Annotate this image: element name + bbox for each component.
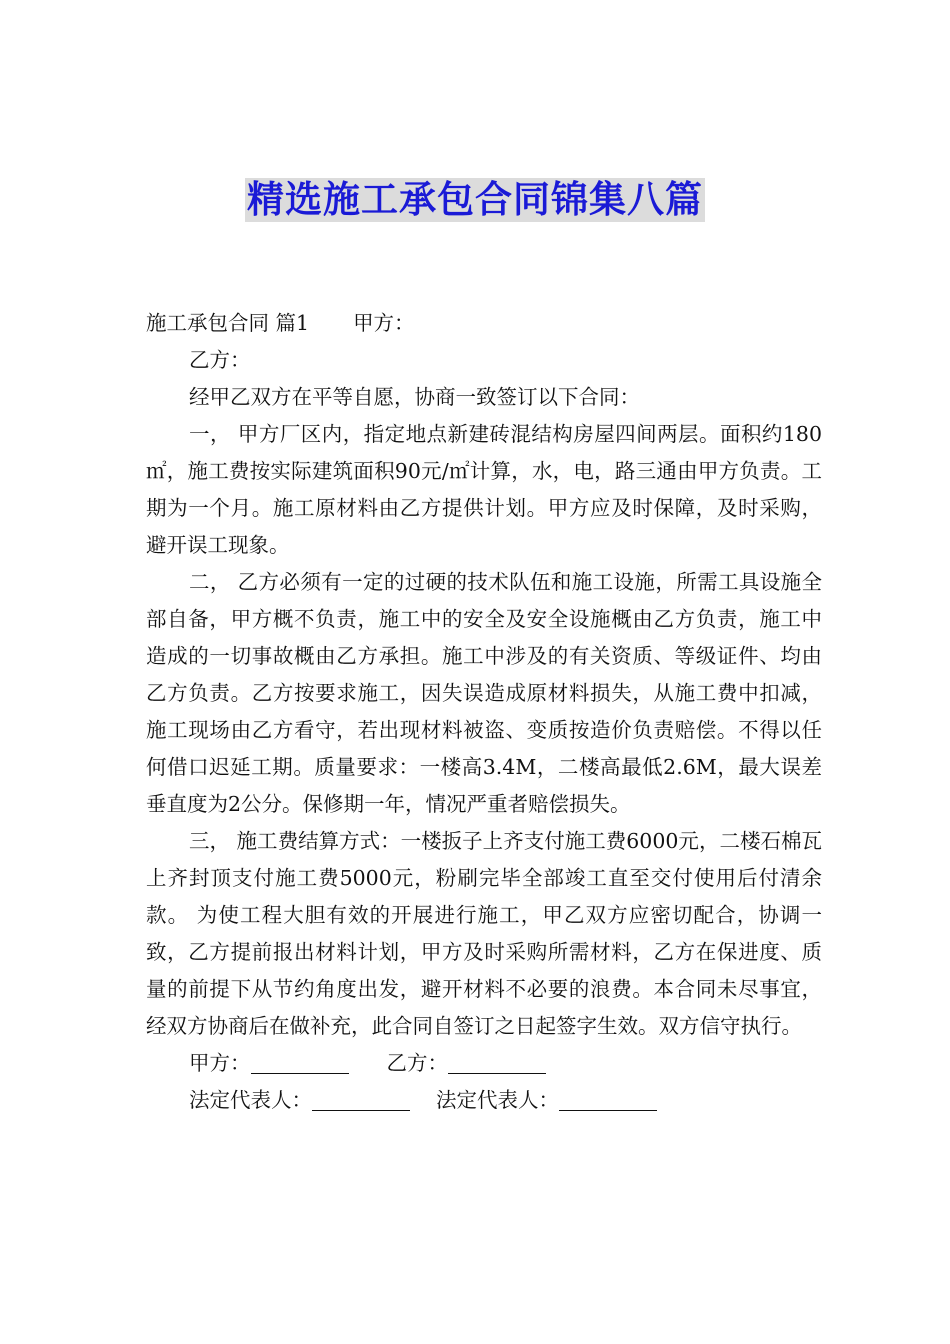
title-block (0, 178, 950, 222)
sign-rep-a-label: 法定代表人： (189, 1088, 312, 1112)
sign-rep-b-blank (559, 1086, 657, 1111)
signature-representatives (146, 1082, 822, 1119)
signature-parties (146, 1045, 822, 1082)
clause-3: 三， 施工费结算方式：一楼扳子上齐支付施工费6000元，二楼石棉瓦上齐封顶支付施工费5000元，粉刷完毕全部竣工直至交付使用后付清余款。 为使工程大胆有效的开展进行施工，甲乙双方应密切配合，协调一致，乙方提前报出材料计划，甲方及时采购所需材料，乙方在保进度、质量的前提下从节约角度出发，避开材料不必要的浪费。本合同未尽事宜，经双方协商后在做补充，此合同自签订之日起签字生效。双方信守执行。 (146, 829, 822, 1038)
section-line (146, 305, 822, 342)
document-body (146, 305, 822, 1119)
sign-party-b-label: 乙方： (386, 1051, 448, 1075)
sign-party-a-label: 甲方： (189, 1051, 251, 1075)
clause-2: 二， 乙方必须有一定的过硬的技术队伍和施工设施，所需工具设施全部自备，甲方概不负责，施工中的安全及安全设施概由乙方负责，施工中造成的一切事故概由乙方承担。施工中涉及的有关资质、等级证件、均由乙方负责。乙方按要求施工，因失误造成原材料损失，从施工费中扣减，施工现场由乙方看守，若出现材料被盗、变质按造价负责赔偿。不得以任何借口迟延工期。质量要求：一楼高3.4M，二楼高最低2.6M，最大误差垂直度为2公分。保修期一年，情况严重者赔偿损失。 (146, 570, 822, 816)
document-title: 精选施工承包合同锦集八篇 (247, 178, 703, 221)
section-heading: 施工承包合同 篇1 (146, 311, 310, 335)
sign-rep-a-blank (312, 1086, 410, 1111)
sign-party-a-blank (251, 1049, 349, 1074)
sign-rep-b-label: 法定代表人： (436, 1088, 559, 1112)
clause-1: 一， 甲方厂区内，指定地点新建砖混结构房屋四间两层。面积约180㎡，施工费按实际建筑面积90元/㎡计算，水，电，路三通由甲方负责。工期为一个月。施工原材料由乙方提供计划。甲方应及时保障，及时采购，避开误工现象。 (146, 422, 822, 557)
party-a-header: 甲方： (353, 311, 415, 335)
sign-party-b-blank (448, 1049, 546, 1074)
party-b-line: 乙方： (189, 348, 251, 372)
intro-paragraph: 经甲乙双方在平等自愿，协商一致签订以下合同： (189, 385, 640, 409)
